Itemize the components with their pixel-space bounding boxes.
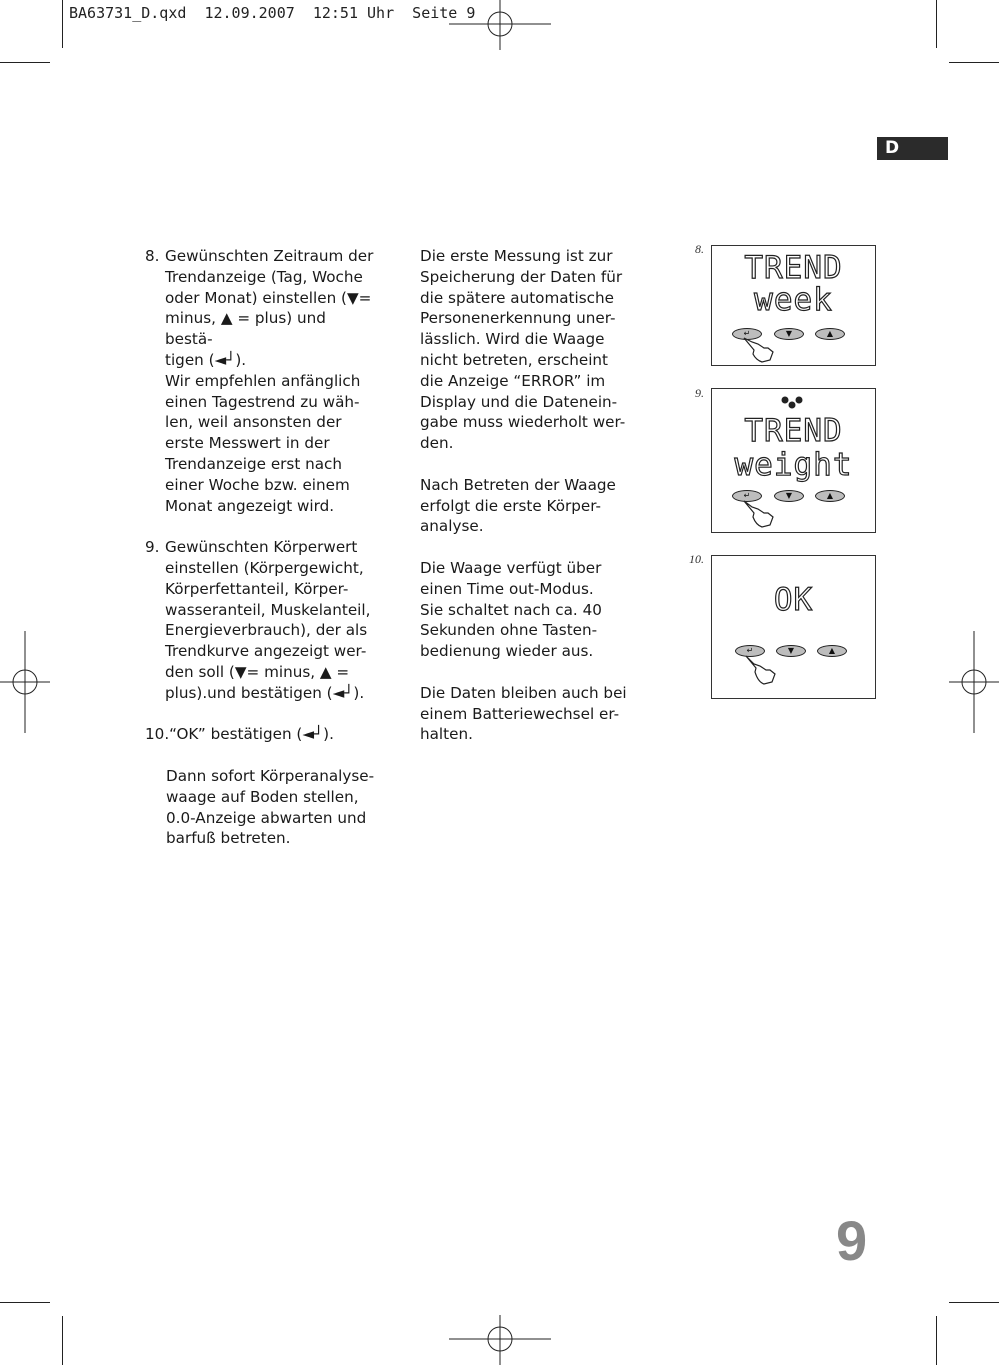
down-button: ▼ (774, 490, 804, 502)
text-line: waage auf Boden stellen, (166, 787, 359, 806)
text-line: 0.0-Anzeige abwarten und (166, 808, 367, 827)
enter-button: ↵ (735, 645, 765, 657)
instructions-column-2 (420, 246, 630, 745)
text-line: halten. (420, 725, 473, 744)
step-8 (145, 246, 377, 516)
text-line: minus, ▲ = plus) und bestä- (165, 309, 326, 349)
text-line: wasseranteil, Muskelanteil, (165, 600, 371, 619)
step-9-number: 9. (145, 538, 160, 557)
text-line: plus).und bestätigen (◄┘). (165, 683, 365, 702)
language-tab: D (877, 137, 948, 160)
figure-9-display (711, 388, 876, 533)
up-button: ▲ (815, 490, 845, 502)
registration-mark-left (0, 631, 50, 733)
text-line: oder Monat) einstellen (▼= (165, 288, 372, 307)
text-line: tigen (◄┘). (165, 350, 247, 369)
text-line: Gewünschten Körperwert (165, 538, 358, 557)
lcd-line-trend: TREND (744, 413, 843, 449)
figure-8-display (711, 245, 876, 366)
text-line: die spätere automatische (420, 288, 614, 307)
text-line: Trendanzeige erst nach (165, 454, 343, 473)
text-line: Körperfettanteil, Körper- (165, 579, 349, 598)
print-slug: BA63731_D.qxd 12.09.2007 12:51 Uhr Seite 9 (69, 4, 476, 22)
text-line: gabe muss wiederholt wer- (420, 413, 626, 432)
lcd-line-ok: OK (773, 582, 814, 618)
text-line: einer Woche bzw. einem (165, 475, 350, 494)
registration-mark-top (449, 0, 551, 50)
crop-mark-top-right-h (949, 62, 999, 63)
text-line: bedienung wieder aus. (420, 642, 594, 661)
text-line: erste Messwert in der (165, 434, 330, 453)
paragraph-timeout (420, 558, 630, 662)
text-line: Monat angezeigt wird. (165, 496, 335, 515)
pointing-hand-icon (740, 336, 776, 366)
text-line: erfolgt die erste Körper- (420, 496, 602, 515)
text-line: Nach Betreten der Waage (420, 475, 616, 494)
figure-8-label: 8. (695, 242, 704, 256)
pointing-hand-icon (740, 499, 776, 531)
text-line: nicht betreten, erscheint (420, 350, 608, 369)
enter-button: ↵ (732, 328, 762, 340)
crop-mark-bottom-right-v (936, 1316, 937, 1365)
figure-9-label: 9. (695, 386, 704, 400)
down-button: ▼ (774, 328, 804, 340)
text-line: Energieverbrauch), der als (165, 621, 368, 640)
pointing-hand-icon (742, 654, 778, 690)
crop-mark-top-left-v (62, 0, 63, 48)
paragraph-first-measurement (420, 246, 630, 454)
text-line: len, weil ansonsten der (165, 413, 342, 432)
instructions-column-1 (145, 246, 377, 849)
up-button: ▲ (817, 645, 847, 657)
crop-mark-top-left-h (0, 62, 50, 63)
crop-mark-bottom-right-h (949, 1302, 999, 1303)
text-line: analyse. (420, 517, 484, 536)
crop-mark-bottom-left-h (0, 1302, 50, 1303)
step-10 (145, 724, 377, 849)
figure-10-label: 10. (689, 552, 704, 566)
text-line: einen Time out-Modus. (420, 579, 594, 598)
text-line: barfuß betreten. (166, 829, 291, 848)
text-line: Sie schaltet nach ca. 40 (420, 600, 602, 619)
lcd-line-week: week (754, 282, 833, 318)
text-line: Personenerkennung uner- (420, 309, 616, 328)
text-line: Die Waage verfügt über (420, 558, 602, 577)
step-10-line: 10.“OK” bestätigen (◄┘). (145, 725, 334, 744)
text-line: lässlich. Wird die Waage (420, 330, 605, 349)
text-line: Trendkurve angezeigt wer- (165, 642, 367, 661)
text-line: Die Daten bleiben auch bei (420, 683, 627, 702)
user-profile-icon (779, 395, 805, 409)
text-line: Speicherung der Daten für (420, 267, 623, 286)
registration-mark-right (949, 631, 999, 733)
crop-mark-bottom-left-v (62, 1316, 63, 1365)
text-line: einem Batteriewechsel er- (420, 704, 620, 723)
text-line: Trendanzeige (Tag, Woche (165, 267, 363, 286)
text-line: die Anzeige “ERROR” im (420, 371, 606, 390)
down-button: ▼ (776, 645, 806, 657)
paragraph-body-analysis (420, 475, 630, 537)
text-line: einstellen (Körpergewicht, (165, 558, 364, 577)
text-line: Sekunden ohne Tasten- (420, 621, 598, 640)
lcd-line-weight: weight (734, 447, 853, 483)
text-line: Display und die Datenein- (420, 392, 618, 411)
text-line: den. (420, 434, 454, 453)
lcd-line-trend: TREND (744, 250, 843, 286)
text-line: einen Tagestrend zu wäh- (165, 392, 360, 411)
text-line: den soll (▼= minus, ▲ = (165, 662, 350, 681)
text-line: Wir empfehlen anfänglich (165, 371, 361, 390)
text-line: Dann sofort Körperanalyse- (166, 766, 375, 785)
figure-10-display (711, 555, 876, 699)
text-line: Gewünschten Zeitraum der (165, 247, 374, 265)
page-number: 9 (836, 1209, 868, 1272)
text-line: Die erste Messung ist zur (420, 247, 613, 265)
step-8-number: 8. (145, 247, 160, 265)
registration-mark-bottom (449, 1315, 551, 1365)
crop-mark-top-right-v (936, 0, 937, 48)
enter-button: ↵ (732, 490, 762, 502)
step-9 (145, 537, 377, 703)
paragraph-battery (420, 683, 630, 745)
up-button: ▲ (815, 328, 845, 340)
